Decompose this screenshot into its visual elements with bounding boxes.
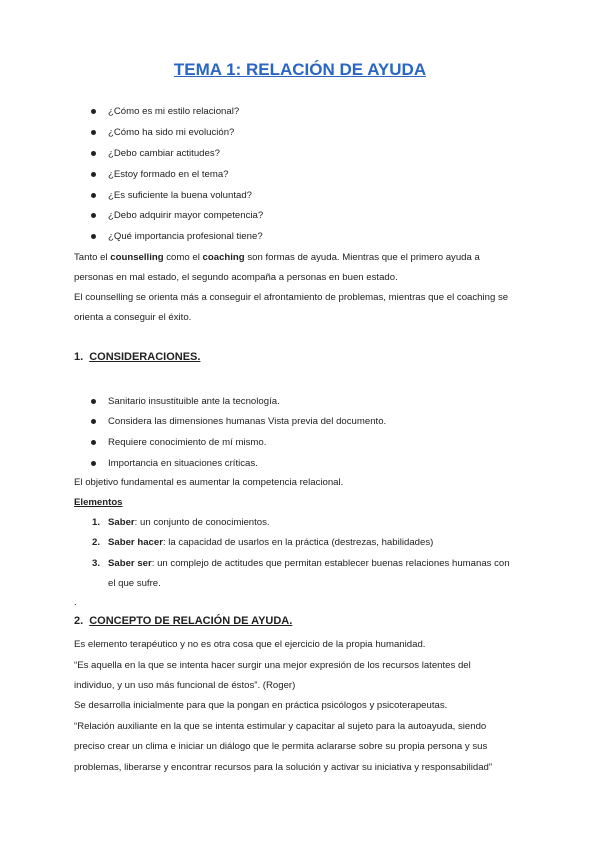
bullet-dot (91, 440, 96, 445)
text-run: : la capacidad de usarlos en la práctica (destrezas, habilidades) (162, 537, 434, 548)
paragraph-line: individuo, y un uso más funcional de éstos”. (Roger) (74, 680, 296, 691)
elements-heading: Elementos (74, 497, 123, 508)
paragraph-line: Se desarrolla inicialmente para que la pongan en práctica psicólogos y psicoterapeutas. (74, 700, 448, 711)
text-run: Tanto el (74, 252, 111, 263)
document-title: TEMA 1: RELACIÓN DE AYUDA (173, 60, 427, 79)
intro-paragraph-line: El counselling se orienta más a conseguir el afrontamiento de problemas, mientras que el coaching se (74, 292, 509, 303)
bullet-dot (91, 130, 96, 135)
bullet-dot (91, 213, 96, 218)
list-item: ¿Cómo ha sido mi evolución? (108, 127, 235, 138)
list-item: Sanitario insustituible ante la tecnología. (108, 396, 280, 407)
section-title: CONSIDERACIONES. (89, 351, 201, 363)
bold-term: Saber ser (108, 558, 152, 569)
bullet-dot (91, 234, 96, 239)
list-item: ¿Debo cambiar actitudes? (108, 148, 220, 159)
bullet-dot (91, 172, 96, 177)
bullet-dot (91, 193, 96, 198)
paragraph-line: Es elemento terapéutico y no es otra cosa que el ejercicio de la propia humanidad. (74, 639, 426, 650)
section-number: 2. (74, 615, 84, 627)
intro-paragraph-line: orienta a conseguir el éxito. (74, 312, 192, 323)
list-item-continuation: el que sufre. (108, 578, 161, 589)
bullet-dot (91, 399, 96, 404)
list-item: ¿Cómo es mi estilo relacional? (108, 106, 240, 117)
list-item: ¿Debo adquirir mayor competencia? (108, 210, 264, 221)
section-title: CONCEPTO DE RELACIÓN DE AYUDA. (89, 615, 293, 627)
bold-term: Saber hacer (108, 537, 163, 548)
list-item: ¿Estoy formado en el tema? (108, 169, 229, 180)
section-heading (74, 351, 200, 363)
list-item: Importancia en situaciones críticas. (108, 458, 258, 469)
bullet-dot (91, 419, 96, 424)
stray-dot: . (74, 597, 77, 608)
list-item: Considera las dimensiones humanas Vista previa del documento. (108, 416, 387, 427)
intro-paragraph-line (74, 252, 480, 264)
bold-term: counselling (110, 252, 164, 263)
bullet-dot (91, 151, 96, 156)
list-item: ¿Qué importancia profesional tiene? (108, 231, 263, 242)
list-number: 1. (92, 517, 101, 528)
bullet-dot (91, 109, 96, 114)
list-item: ¿Es suficiente la buena voluntad? (108, 190, 252, 201)
text-run: son formas de ayuda. Mientras que el primero ayuda a (244, 252, 480, 263)
section-number: 1. (74, 351, 84, 363)
bold-term: Saber (108, 517, 135, 528)
text-run: : un conjunto de conocimientos. (134, 517, 270, 528)
text-run: : un complejo de actitudes que permitan establecer buenas relaciones humanas con (151, 558, 510, 569)
list-item (108, 537, 433, 549)
list-number: 3. (92, 558, 101, 569)
paragraph-line: problemas, liberarse y encontrar recursos para la solución y activar su iniciativa y responsabilidad” (74, 762, 493, 773)
paragraph-line: preciso crear un clima e iniciar un diálogo que le permita aclararse sobre su propia persona y sus (74, 741, 488, 752)
text-run: como el (163, 252, 203, 263)
objective-text: El objetivo fundamental es aumentar la competencia relacional. (74, 477, 344, 488)
paragraph-line: “Relación auxiliante en la que se intenta estimular y capacitar al sujeto para la autoayuda, siendo (74, 721, 487, 732)
intro-paragraph-line: personas en mal estado, el segundo acompaña a personas en buen estado. (74, 272, 398, 283)
bullet-dot (91, 461, 96, 466)
bold-term: coaching (202, 252, 245, 263)
list-item (108, 558, 510, 570)
section-heading (74, 615, 292, 627)
list-number: 2. (92, 537, 101, 548)
list-item (108, 517, 270, 529)
list-item: Requiere conocimiento de mí mismo. (108, 437, 267, 448)
paragraph-line: “Es aquella en la que se intenta hacer surgir una mejor expresión de los recursos latentes del (74, 660, 471, 671)
